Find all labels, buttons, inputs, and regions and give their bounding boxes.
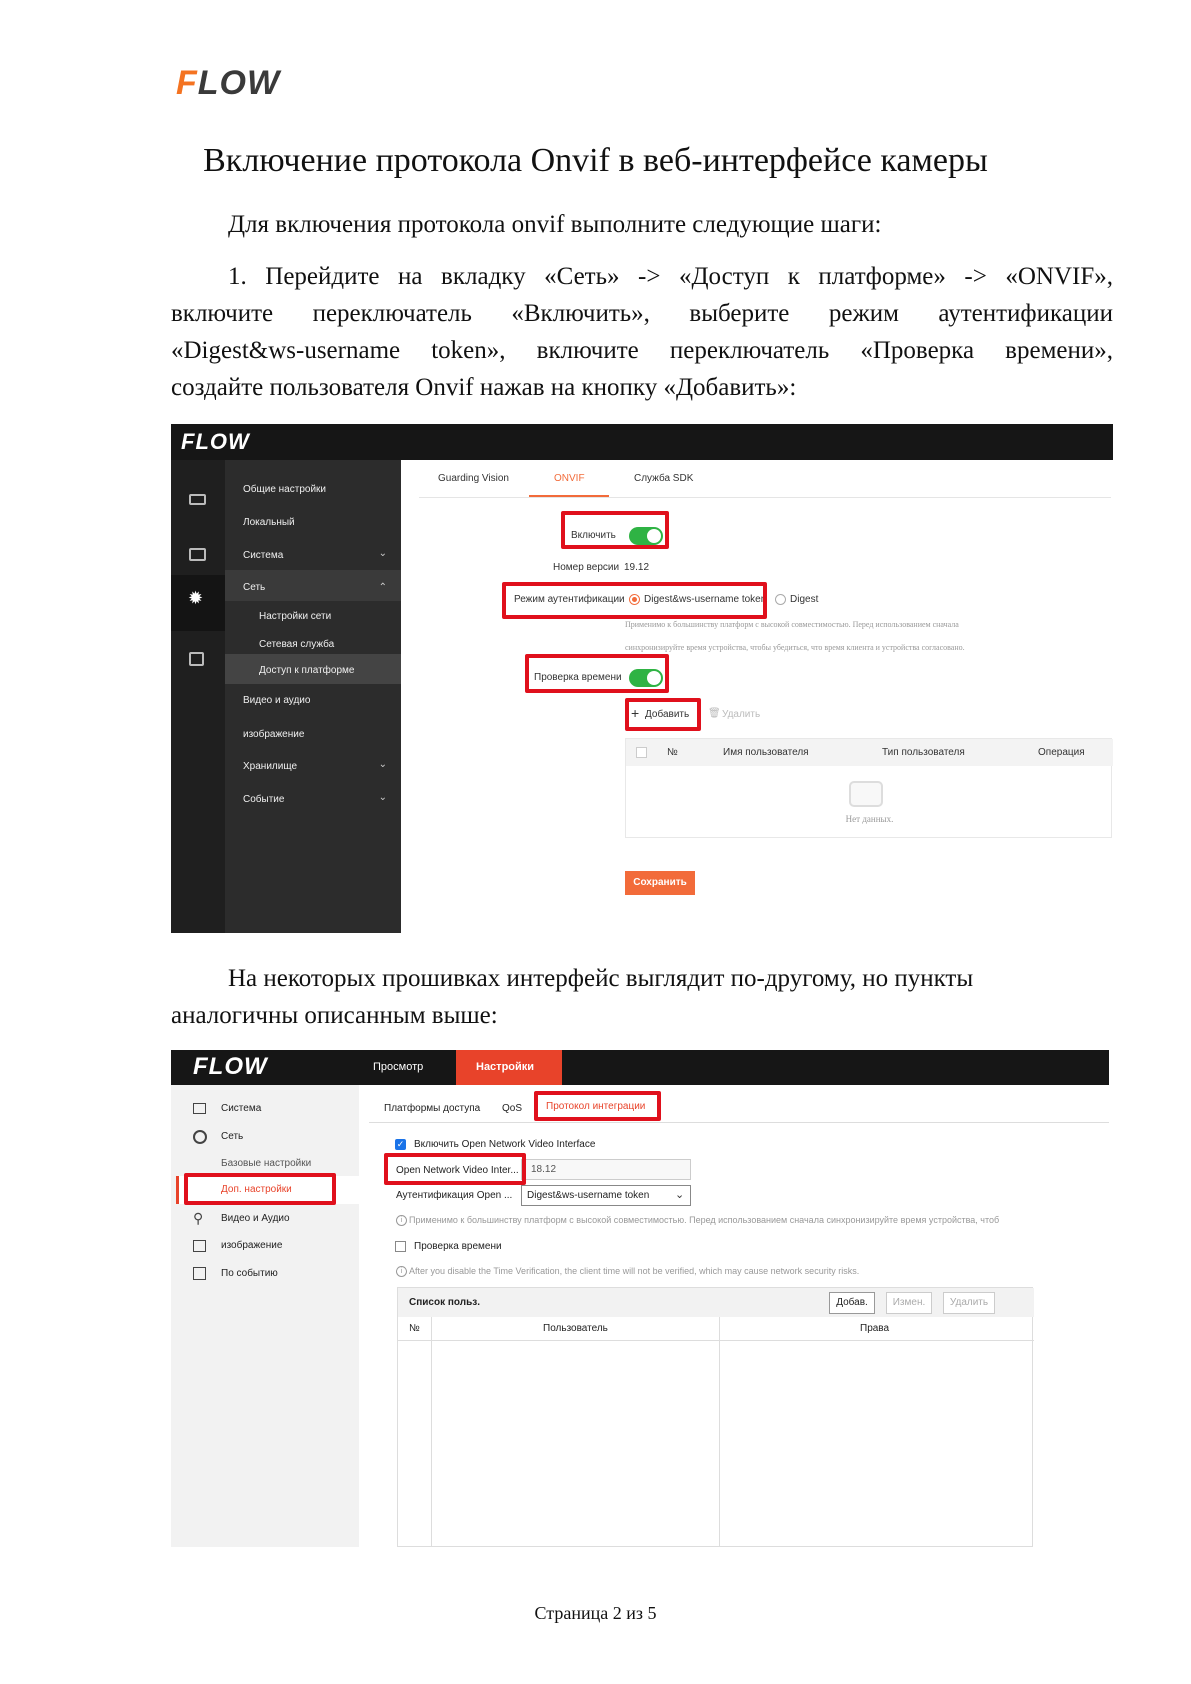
screenshot-integration-protocol — [171, 1050, 1109, 1547]
version-value: 19.12 — [624, 562, 650, 573]
auth-option-digest[interactable]: Digest — [790, 594, 819, 605]
col-username: Имя пользователя — [723, 747, 809, 758]
onvif-version-value: 18.12 — [531, 1164, 557, 1175]
select-all-checkbox[interactable] — [636, 747, 647, 758]
time-check-checkbox[interactable] — [395, 1241, 406, 1252]
camera-topbar — [171, 1050, 1109, 1085]
icon-rail — [171, 460, 225, 933]
trash-icon: 🗑 — [708, 708, 721, 719]
step1-line: «Digest&ws-username token», включите переключатель «Проверка времени», — [171, 337, 1113, 364]
globe-icon — [193, 1130, 207, 1144]
nav-settings[interactable]: Настройки — [476, 1061, 535, 1073]
delete-user-button[interactable]: Удалить — [943, 1292, 995, 1314]
enable-label: Включить — [571, 530, 616, 541]
menu-platform-access[interactable]: Доступ к платформе — [259, 665, 355, 676]
step1-paragraph — [171, 258, 1113, 406]
auth-select-value: Digest&ws-username token — [527, 1190, 650, 1201]
playback-icon[interactable] — [189, 548, 206, 561]
col-divider — [431, 1317, 432, 1547]
tab-qos[interactable]: QoS — [502, 1103, 523, 1114]
mic-icon: ⚲ — [193, 1210, 204, 1226]
note-paragraph — [171, 960, 1113, 1034]
side-system[interactable]: Система — [221, 1103, 262, 1114]
menu-net-settings[interactable]: Настройки сети — [259, 611, 332, 622]
highlight-onvif-version — [384, 1153, 526, 1185]
nav-view[interactable]: Просмотр — [373, 1061, 424, 1073]
auth-hint: Применимо к большинству платформ с высокой совместимостью. Перед использованием сначала синхронизируйте время устройства, чтоб — [409, 1215, 1000, 1225]
note-line: аналогичны описанным выше: — [171, 1002, 498, 1029]
time-check-label: Проверка времени — [534, 672, 622, 683]
users-table — [625, 738, 1112, 838]
side-advanced-settings[interactable]: Доп. настройки — [221, 1184, 292, 1195]
calendar-icon — [193, 1267, 206, 1280]
tab-onvif[interactable]: ONVIF — [554, 473, 585, 484]
camera-logo — [181, 429, 250, 455]
empty-message: Нет данных. — [845, 814, 894, 824]
camera-logo — [193, 1053, 268, 1081]
menu-network[interactable]: Сеть — [243, 582, 266, 593]
tab-guarding-vision[interactable]: Guarding Vision — [438, 473, 509, 484]
step1-line: создайте пользователя Onvif нажав на кнопку «Добавить»: — [171, 374, 797, 401]
menu-system[interactable]: Система — [243, 550, 284, 561]
menu-image[interactable]: изображение — [243, 729, 305, 740]
logo-text: LOW — [208, 1053, 268, 1080]
auth-label: Аутентификация Open ... — [396, 1190, 513, 1201]
side-event[interactable]: По событию — [221, 1268, 278, 1279]
save-button[interactable]: Сохранить — [625, 871, 695, 895]
user-list-toolbar — [398, 1288, 1034, 1317]
auth-mode-label: Режим аутентификации — [514, 594, 625, 605]
user-list-title: Список польз. — [409, 1297, 481, 1308]
screenshot-onvif-settings — [171, 424, 1113, 933]
edit-user-button[interactable]: Измен. — [886, 1292, 932, 1314]
gear-icon[interactable]: ✹ — [188, 588, 204, 608]
step1-line: 1. Перейдите на вкладку «Сеть» -> «Доступ к платформе» -> «ONVIF», — [228, 263, 1113, 290]
menu-event[interactable]: Событие — [243, 794, 285, 805]
menu-local[interactable]: Локальный — [243, 517, 295, 528]
side-image[interactable]: изображение — [221, 1240, 283, 1251]
time-check-hint: After you disable the Time Verification, the client time will not be verified, which may cause network security risks. — [409, 1266, 860, 1276]
menu-storage[interactable]: Хранилище — [243, 761, 297, 772]
tabs-divider — [369, 1122, 1109, 1123]
page-footer: Страница 2 из 5 — [534, 1603, 657, 1623]
user-table-header — [398, 1317, 1034, 1341]
tabs-divider — [419, 497, 1111, 498]
time-check-label: Проверка времени — [414, 1241, 502, 1252]
system-icon — [193, 1103, 206, 1114]
auth-radio-digest[interactable] — [775, 594, 786, 605]
monitor-icon[interactable] — [189, 494, 206, 505]
enable-onvif-checkbox[interactable]: ✓ — [396, 1139, 405, 1149]
settings-sidebar — [171, 1085, 359, 1547]
col-user-type: Тип пользователя — [882, 747, 965, 758]
side-video-audio[interactable]: Видео и Аудио — [221, 1213, 290, 1224]
col-no: № — [409, 1323, 420, 1334]
chevron-down-icon: ⌄ — [675, 1189, 685, 1201]
chevron-down-icon: ⌄ — [378, 792, 387, 803]
menu-general[interactable]: Общие настройки — [243, 484, 326, 495]
version-label: Номер версии — [553, 562, 620, 573]
delete-button[interactable]: Удалить — [722, 709, 761, 720]
side-network[interactable]: Сеть — [221, 1131, 244, 1142]
logo-text: LOW — [197, 64, 281, 102]
auth-option-digest-ws[interactable]: Digest&ws-username token — [644, 594, 767, 605]
document-logo — [176, 64, 280, 103]
add-user-button[interactable]: Добав. — [829, 1292, 875, 1314]
add-button[interactable]: Добавить — [645, 709, 690, 720]
auth-hint-line: Применимо к большинству платформ с высокой совместимостью. Перед использованием сначала — [625, 620, 959, 629]
step1-line: включите переключатель «Включить», выберите режим аутентификации — [171, 300, 1113, 327]
chevron-up-icon: ⌃ — [378, 582, 387, 593]
tab-sdk[interactable]: Служба SDK — [634, 473, 694, 484]
logo-letter-f: F — [193, 1053, 209, 1080]
menu-net-service[interactable]: Сетевая служба — [259, 639, 335, 650]
col-operation: Операция — [1038, 747, 1085, 758]
col-user: Пользователь — [543, 1323, 608, 1334]
auth-hint-line: синхронизируйте время устройства, чтобы убедиться, что время клиента и устройства согласовано. — [625, 643, 965, 652]
highlight-auth — [502, 582, 767, 619]
col-no: № — [667, 747, 678, 758]
col-rights: Права — [860, 1323, 890, 1334]
side-basic-settings[interactable]: Базовые настройки — [221, 1158, 312, 1169]
image-icon — [193, 1240, 206, 1252]
highlight-advanced — [184, 1173, 336, 1205]
empty-box-icon — [849, 781, 883, 807]
logo-letter-f: F — [176, 64, 198, 102]
chevron-down-icon: ⌄ — [378, 759, 387, 770]
highlight-add — [625, 698, 701, 731]
col-divider — [719, 1317, 720, 1547]
plus-icon: + — [631, 705, 640, 721]
camera-topbar — [171, 424, 1113, 460]
image-icon[interactable] — [189, 652, 204, 666]
onvif-version-label: Open Network Video Inter... — [396, 1165, 519, 1176]
intro-paragraph: Для включения протокола onvif выполните следующие шаги: — [228, 211, 882, 238]
user-list-panel — [397, 1287, 1033, 1547]
settings-menu — [225, 460, 401, 933]
highlight-integration-tab — [534, 1091, 661, 1121]
logo-text: LOW — [195, 429, 250, 454]
highlight-enable — [561, 511, 669, 549]
enable-onvif-label: Включить Open Network Video Interface — [414, 1139, 596, 1150]
info-icon: i — [396, 1215, 407, 1226]
document-title: Включение протокола Onvif в веб-интерфейсе камеры — [203, 142, 988, 179]
note-line: На некоторых прошивках интерфейс выглядит по-другому, но пункты — [228, 965, 974, 992]
chevron-down-icon: ⌄ — [378, 548, 387, 559]
tab-access-platforms[interactable]: Платформы доступа — [384, 1103, 481, 1114]
info-icon: i — [396, 1266, 407, 1277]
logo-letter-f: F — [181, 429, 196, 454]
highlight-time-check — [525, 654, 669, 693]
tab-integration-protocol[interactable]: Протокол интеграции — [546, 1101, 646, 1112]
menu-video-audio[interactable]: Видео и аудио — [243, 695, 311, 706]
